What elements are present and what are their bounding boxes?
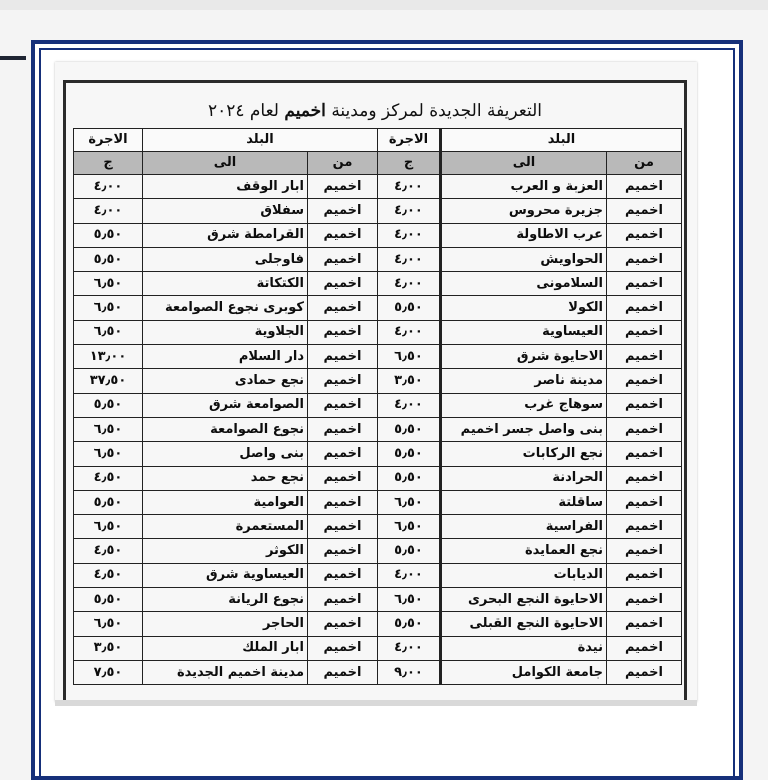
cell-destination-right: ساقلتة [441, 490, 607, 514]
cell-from-left: اخميم [308, 223, 378, 247]
cell-fare-right: ٥٫٥٠ [378, 466, 441, 490]
cell-destination-left: الكتكاتة [143, 272, 308, 296]
cell-destination-right: جامعة الكوامل [441, 660, 607, 684]
cell-fare-right: ٤٫٠٠ [378, 563, 441, 587]
cell-from-left: اخميم [308, 490, 378, 514]
table-row [74, 296, 682, 320]
table-row [74, 490, 682, 514]
cell-fare-right: ٥٫٥٠ [378, 417, 441, 441]
cell-destination-left: كوبرى نجوع الصوامعة [143, 296, 308, 320]
cell-from-right: اخميم [607, 660, 682, 684]
cell-from-left: اخميم [308, 442, 378, 466]
table-row [74, 223, 682, 247]
cell-fare-left: ٦٫٥٠ [74, 612, 143, 636]
cell-from-right: اخميم [607, 345, 682, 369]
table-row [74, 369, 682, 393]
page-title [63, 96, 687, 126]
cell-from-left: اخميم [308, 660, 378, 684]
cell-from-left: اخميم [308, 612, 378, 636]
cell-fare-right: ٦٫٥٠ [378, 588, 441, 612]
cell-destination-right: العزبة و العرب [441, 175, 607, 199]
cell-destination-right: السلامونى [441, 272, 607, 296]
cell-from-left: اخميم [308, 345, 378, 369]
header-row-1 [74, 129, 682, 152]
cell-from-left: اخميم [308, 417, 378, 441]
cell-from-right: اخميم [607, 320, 682, 344]
cell-fare-left: ٥٫٥٠ [74, 247, 143, 271]
cell-from-right: اخميم [607, 466, 682, 490]
cell-destination-left: مدينة اخميم الجديدة [143, 660, 308, 684]
table-row [74, 175, 682, 199]
cell-fare-left: ٤٫٠٠ [74, 199, 143, 223]
cell-fare-right: ٥٫٥٠ [378, 539, 441, 563]
cell-destination-right: الفراسية [441, 515, 607, 539]
table-row [74, 272, 682, 296]
cell-from-right: اخميم [607, 588, 682, 612]
top-bar [0, 0, 768, 10]
cell-fare-right: ٣٫٥٠ [378, 369, 441, 393]
cell-destination-left: نجوع الصوامعة [143, 417, 308, 441]
cell-fare-right: ٤٫٠٠ [378, 223, 441, 247]
cell-destination-left: الصوامعة شرق [143, 393, 308, 417]
title-prefix: التعريفة الجديدة لمركز ومدينة [331, 101, 543, 121]
table-row [74, 588, 682, 612]
cell-destination-left: نجوع الريانة [143, 588, 308, 612]
table-row [74, 247, 682, 271]
table-row [74, 466, 682, 490]
cell-destination-left: دار السلام [143, 345, 308, 369]
cell-from-left: اخميم [308, 320, 378, 344]
cell-fare-left: ٥٫٥٠ [74, 490, 143, 514]
table-row [74, 539, 682, 563]
cell-fare-left: ٦٫٥٠ [74, 515, 143, 539]
cell-destination-right: مدينة ناصر [441, 369, 607, 393]
header-fare-left: الاجرة [74, 129, 143, 152]
cell-destination-right: عرب الاطاولة [441, 223, 607, 247]
cell-from-right: اخميم [607, 612, 682, 636]
header-to-left: الى [143, 152, 308, 175]
edge-dash [0, 56, 26, 60]
table-row [74, 442, 682, 466]
table-row [74, 636, 682, 660]
cell-from-left: اخميم [308, 588, 378, 612]
table-row [74, 320, 682, 344]
cell-destination-left: العيساوية شرق [143, 563, 308, 587]
cell-destination-left: العوامية [143, 490, 308, 514]
cell-from-left: اخميم [308, 466, 378, 490]
table-row [74, 563, 682, 587]
header-place-left: البلد [143, 129, 378, 152]
cell-destination-right: جزيرة محروس [441, 199, 607, 223]
cell-fare-right: ٤٫٠٠ [378, 199, 441, 223]
cell-fare-right: ٤٫٠٠ [378, 393, 441, 417]
cell-destination-right: بنى واصل جسر اخميم [441, 417, 607, 441]
table-row [74, 660, 682, 684]
title-suffix: لعام ٢٠٢٤ [207, 101, 279, 121]
cell-from-right: اخميم [607, 490, 682, 514]
cell-fare-left: ٤٫٥٠ [74, 466, 143, 490]
cell-from-left: اخميم [308, 199, 378, 223]
fare-table [73, 128, 682, 685]
cell-from-left: اخميم [308, 539, 378, 563]
cell-from-left: اخميم [308, 393, 378, 417]
cell-from-right: اخميم [607, 175, 682, 199]
cell-fare-left: ٧٫٥٠ [74, 660, 143, 684]
header-place-right: البلد [441, 129, 682, 152]
cell-destination-right: الاحايوة شرق [441, 345, 607, 369]
cell-fare-left: ٤٫٠٠ [74, 175, 143, 199]
cell-from-right: اخميم [607, 369, 682, 393]
header-from-right: من [607, 152, 682, 175]
cell-destination-left: الجلاوية [143, 320, 308, 344]
cell-destination-left: سفلاق [143, 199, 308, 223]
cell-fare-right: ٤٫٠٠ [378, 247, 441, 271]
cell-fare-right: ٥٫٥٠ [378, 612, 441, 636]
table-row [74, 515, 682, 539]
paper-bottom-edge [55, 700, 697, 706]
table-row [74, 612, 682, 636]
cell-destination-left: ابار الملك [143, 636, 308, 660]
cell-fare-left: ٦٫٥٠ [74, 320, 143, 344]
cell-from-left: اخميم [308, 369, 378, 393]
cell-destination-right: سوهاج غرب [441, 393, 607, 417]
cell-fare-left: ٦٫٥٠ [74, 272, 143, 296]
cell-destination-left: القرامطة شرق [143, 223, 308, 247]
cell-destination-left: الحاجر [143, 612, 308, 636]
cell-fare-right: ٦٫٥٠ [378, 515, 441, 539]
header-currency-right: ج [378, 152, 441, 175]
cell-destination-left: نجع حمادى [143, 369, 308, 393]
cell-fare-right: ٤٫٠٠ [378, 175, 441, 199]
cell-from-right: اخميم [607, 636, 682, 660]
cell-from-right: اخميم [607, 563, 682, 587]
cell-destination-right: الاحايوة النجع القبلى [441, 612, 607, 636]
header-from-left: من [308, 152, 378, 175]
cell-fare-left: ٦٫٥٠ [74, 417, 143, 441]
cell-fare-right: ٥٫٥٠ [378, 442, 441, 466]
cell-destination-right: الديابات [441, 563, 607, 587]
cell-from-left: اخميم [308, 247, 378, 271]
cell-fare-right: ٥٫٥٠ [378, 296, 441, 320]
cell-from-right: اخميم [607, 296, 682, 320]
cell-from-right: اخميم [607, 199, 682, 223]
cell-fare-right: ٩٫٠٠ [378, 660, 441, 684]
cell-from-left: اخميم [308, 515, 378, 539]
cell-from-left: اخميم [308, 272, 378, 296]
cell-destination-right: الحرادنة [441, 466, 607, 490]
cell-fare-left: ٦٫٥٠ [74, 442, 143, 466]
cell-destination-left: المستعمرة [143, 515, 308, 539]
cell-fare-left: ٦٫٥٠ [74, 296, 143, 320]
cell-from-right: اخميم [607, 417, 682, 441]
cell-fare-right: ٤٫٠٠ [378, 636, 441, 660]
table-row [74, 199, 682, 223]
title-city: اخميم [284, 101, 326, 121]
cell-destination-left: ابار الوقف [143, 175, 308, 199]
cell-fare-left: ٥٫٥٠ [74, 223, 143, 247]
cell-destination-left: نجع حمد [143, 466, 308, 490]
cell-destination-right: الحواويش [441, 247, 607, 271]
cell-from-right: اخميم [607, 539, 682, 563]
cell-destination-right: العيساوية [441, 320, 607, 344]
header-row-2 [74, 152, 682, 175]
header-currency-left: ج [74, 152, 143, 175]
cell-destination-left: فاوجلى [143, 247, 308, 271]
cell-from-left: اخميم [308, 175, 378, 199]
cell-from-right: اخميم [607, 393, 682, 417]
cell-fare-right: ٦٫٥٠ [378, 490, 441, 514]
cell-from-right: اخميم [607, 247, 682, 271]
cell-fare-left: ٥٫٥٠ [74, 588, 143, 612]
cell-from-left: اخميم [308, 296, 378, 320]
cell-fare-left: ٣٧٫٥٠ [74, 369, 143, 393]
cell-destination-right: الكولا [441, 296, 607, 320]
cell-fare-left: ٤٫٥٠ [74, 563, 143, 587]
cell-destination-left: بنى واصل [143, 442, 308, 466]
cell-from-right: اخميم [607, 272, 682, 296]
cell-destination-right: الاحايوة النجع البحرى [441, 588, 607, 612]
cell-destination-left: الكوثر [143, 539, 308, 563]
cell-from-left: اخميم [308, 636, 378, 660]
cell-fare-right: ٤٫٠٠ [378, 272, 441, 296]
cell-destination-right: نيدة [441, 636, 607, 660]
cell-from-right: اخميم [607, 515, 682, 539]
cell-from-right: اخميم [607, 223, 682, 247]
table-row [74, 417, 682, 441]
header-to-right: الى [441, 152, 607, 175]
cell-fare-right: ٦٫٥٠ [378, 345, 441, 369]
cell-from-left: اخميم [308, 563, 378, 587]
cell-fare-right: ٤٫٠٠ [378, 320, 441, 344]
table-row [74, 393, 682, 417]
cell-destination-right: نجع الركابات [441, 442, 607, 466]
cell-fare-left: ٤٫٥٠ [74, 539, 143, 563]
cell-fare-left: ١٣٫٠٠ [74, 345, 143, 369]
table-row [74, 345, 682, 369]
cell-fare-left: ٣٫٥٠ [74, 636, 143, 660]
cell-fare-left: ٥٫٥٠ [74, 393, 143, 417]
cell-from-right: اخميم [607, 442, 682, 466]
cell-destination-right: نجع العمايدة [441, 539, 607, 563]
header-fare-right: الاجرة [378, 129, 441, 152]
